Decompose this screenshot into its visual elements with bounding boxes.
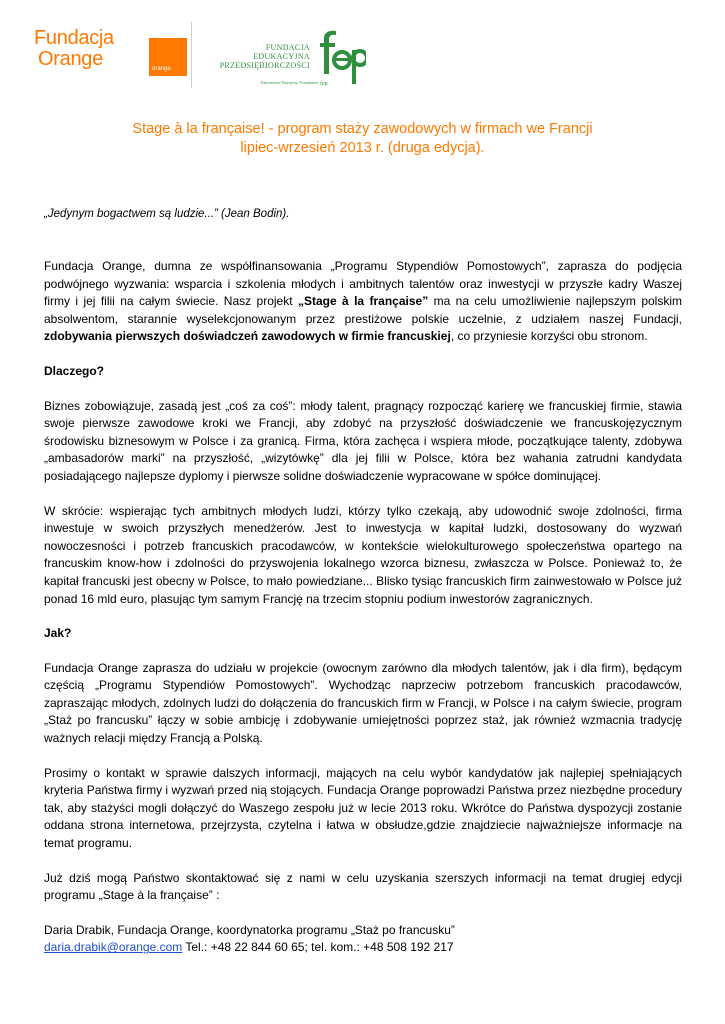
orange-logo-line2: Orange — [38, 48, 103, 70]
orange-badge-text: orange — [152, 66, 171, 72]
heading-how: Jak? — [44, 626, 72, 641]
fep-line-1: FUNDACJA — [265, 43, 310, 52]
intro-bold-experience: zdobywania pierwszych doświadczeń zawodowych w firmie francuskiej — [44, 329, 451, 344]
intro-paragraph — [44, 258, 682, 346]
contact-person: Daria Drabik, Fundacja Orange, koordynatorka programu „Staż po francusku” — [44, 922, 455, 937]
fep-mark-text: fep — [320, 81, 328, 86]
fep-line-3: PRZEDSIĘBIORCZOŚCI — [219, 61, 310, 70]
intro-bold-project: „Stage à la française” — [297, 294, 429, 309]
document-body — [44, 258, 682, 957]
fundacja-orange-logo — [34, 28, 184, 78]
contact-phones: Tel.: +48 22 844 60 65; tel. kom.: +48 508 192 217 — [182, 940, 454, 955]
how-paragraph-2: Prosimy o kontakt w sprawie dalszych informacji, mających na celu wybór kandydatów jak najlepiej spełniających kryteria Państwa firmy i wyzwań przed nią stojących. Fundacja Orange poprowadzi Państwa przez niezbędne procedury tak, aby stażyści mogli dołączyć do Waszego zespołu już w lecie 2013 roku. Wkrótce do Państwa dyspozycji zostanie oddana strona internetowa, przejrzysta, czytelna i łatwa w obsłudze,gdzie znajdziecie najważniejsze informacje na temat programu. — [44, 765, 682, 851]
fep-logo-subtitle: Educational Enterprise Foundation — [260, 80, 318, 85]
title-line-2: lipiec-wrzesień 2013 r. (druga edycja). — [240, 140, 485, 156]
how-paragraph-1: Fundacja Orange zaprasza do udziału w projekcie (owocnym zarówno dla młodych talentów, jak i dla firm), będącym częścią „Programu Stypendiów Pomostowych”. Wychodząc naprzeciw potrzebom francuskich pracodawców, zapraszając młodych, zdolnych ludzi do dołączenia do francuskich firm w Francji, w Polsce i na całym świecie, program „Staż po francusku” łączy w sobie ambicję i zdobywanie umiejętności poprzez staż, jak również wzmacnia tradycję ważnych relacji między Francją a Polską. — [44, 660, 682, 746]
how-paragraph-3: Już dziś mogą Państwo skontaktować się z nami w celu uzyskania szerszych informacji na temat drugiej edycji programu „Stage à la française” : — [44, 870, 682, 903]
document-title — [40, 120, 685, 158]
heading-why: Dlaczego? — [44, 363, 105, 378]
orange-square-icon — [149, 38, 187, 76]
why-paragraph-2: W skrócie: wspierając tych ambitnych młodych ludzi, którzy tylko czekają, aby udowodnić swoje zdolności, firma inwestuje w swoich przyszłych menedżerów. Jest to inwestycja w kapitał ludzki, dostosowany do wyzwań nowoczesności i potrzeb francuskich pracodawców, w kontekście wielokulturowego społeczeństwa opartego na francuskim know-how i zdolności do przyswojenia lokalnego wzorca biznesu, zwłaszcza w Polsce. Ponieważ to, że kapitał francuski jest obecny w Polsce, to mało powiedziane... Blisko tysiąc francuskich firm zainwestowało w Polsce już ponad 16 mld euro, plasując tym samym Francję na trzecim stopniu podium inwestorów zagranicznych. — [44, 503, 682, 606]
intro-part-3: , co przyniesie korzyści obu stronom. — [450, 329, 648, 344]
contact-block — [44, 922, 682, 957]
title-line-1: Stage à la française! - program staży zawodowych w firmach we Francji — [132, 121, 593, 137]
why-paragraph-1: Biznes zobowiązuje, zasadą jest „coś za coś”: młody talent, pragnący rozpocząć karierę we francuskiej firmie, stawia swoje pierwsze zawodowe kroki we Francji, aby zdobyć na przyszłość doświadczenie we francuskojęzycznym środowisku biznesowym w Polsce i za granicą. Firma, która zachęca i wspiera młode, początkujące talenty, zdobywa „ambasadorów marki” na przyszłość, „wizytówkę” dla jej filii w Polsce, która bez wahania zatrudni kandydata posiadającego najlepsze dyplomy i pierwsze solidne doświadczenie wypracowane w spółce dominującej. — [44, 398, 682, 483]
fep-logo — [214, 30, 374, 90]
logo-divider — [191, 22, 192, 88]
orange-logo-line1: Fundacja — [34, 27, 114, 49]
intro-part-1: Fundacja Orange, dumna ze współfinansowania „Programu Stypendiów Pomostowych”, zaprasza do podjęcia podwójnego wyzwania: wsparcia i szkolenia młodych i ambitnych talentów oraz inwestycji w przyszłe kadry Waszej firmy i jej filii na całym świecie. Nasz projekt — [44, 259, 682, 309]
intro-part-2: ma na celu umożliwienie najlepszym polskim absolwentom, starannie wyselekcjonowanym przez prestiżowe polskie uczelnie, z udziałem naszej Fundacji, — [44, 294, 683, 326]
contact-email-link[interactable]: daria.drabik@orange.com — [44, 940, 183, 955]
fep-line-2: EDUKACYJNA — [253, 52, 310, 61]
epigraph-quote: „Jedynym bogactwem są ludzie...” (Jean Bodin). — [44, 208, 290, 220]
fep-logo-text — [214, 43, 310, 70]
orange-logo-text — [34, 28, 114, 70]
fep-mark-icon — [314, 30, 366, 86]
